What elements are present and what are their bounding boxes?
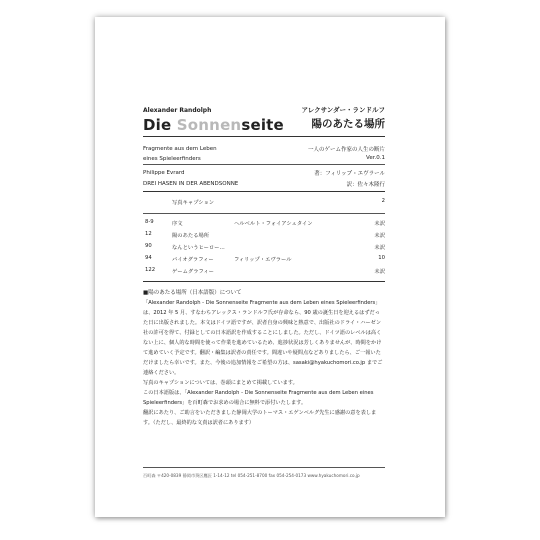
toc-title: ゲームグラフィー xyxy=(172,269,214,275)
title-divider xyxy=(143,136,385,137)
body-paragraph-2: 写真のキャプションについては、巻頭にまとめて掲載しています。 xyxy=(143,380,298,386)
footer-divider xyxy=(143,467,385,468)
body-paragraph-4: 翻訳にあたり、ご助言をいただきました静岡大学のトーマス・エゲンベルグ先生に感謝の意を表します。（ただし、最終的な文責は訳者にあります） xyxy=(143,410,377,426)
body-paragraph-3: この日本語版は、「Alexander Randolph - Die Sonnenseite Fragmente aus dem Leben eines Spieleerfinders」を百町森でお求めの場合に無料で添付いたします。 xyxy=(143,390,374,406)
toc-end-divider xyxy=(143,281,385,282)
toc-row xyxy=(143,198,385,209)
body-paragraph-1: 「Alexander Randolph - Die Sonnenseite Fragmente aus dem Leben eines Spieleerfinders」は、2012 年 5 月、すなわちアレックス・ランドルフ氏が存命なら、90 歳の誕生日を迎えるはずだった日に出版されました。本文はドイツ語ですが、訳者自身の興味と熱意で、出版社のドライ・ハーゼン社の許可を得て、付録としての日本語訳を作成することにしました。ただし、ドイツ語のレベルは高くない上に、個人的な時間を使って作業を進めているため、進捗状況は芳しくありませんが、時間をかけて進めていく予定です。翻訳・編集は訳者の責任です。間違いや疑問点などありましたら、ご一報いただけましたら幸いです。また、今後の追加情報をご希望の方は、sasaki@hyakuchomori.co.jp までご連絡ください。 xyxy=(143,300,383,376)
translator-credit: 訳：佐々木隆行 xyxy=(346,182,385,188)
book-title-en-part2: Sonnen xyxy=(176,116,242,134)
toc-status: 未訳 xyxy=(374,233,385,239)
toc-status: 10 xyxy=(378,255,385,261)
subtitle-en-line2: eines Spieleerfinders xyxy=(143,156,201,162)
footer-address: 百町森 〒420-0839 静岡市葵区鷹匠 1-14-12 tel 054-251-8700 fax 054-254-0173 www.hyakuchomori.co.jp xyxy=(143,473,360,478)
toc-title: バイオグラフィー xyxy=(172,257,214,263)
subtitle-en-line1: Fragmente aus dem Leben xyxy=(143,146,217,152)
toc-author: ヘルベルト・フォイアシュタイン xyxy=(234,221,313,227)
toc-title: 写真キャプション xyxy=(172,200,215,206)
coauthor-name-en: Philippe Evrard xyxy=(143,170,185,176)
coauthor-credit-ja: 著：フィリップ・エヴラール xyxy=(314,171,385,177)
toc-title: なんというヒーロー… xyxy=(172,245,225,251)
toc-divider xyxy=(143,213,385,214)
publisher-book-en: DREI HASEN IN DER ABENDSONNE xyxy=(143,181,239,187)
toc-page: 94 xyxy=(145,255,152,261)
toc-title: 序文 xyxy=(172,221,183,227)
toc-row xyxy=(143,267,385,278)
toc-page: 12 xyxy=(145,231,152,237)
author-name-en: Alexander Randolph xyxy=(143,107,212,114)
subtitle-ja-line1: 一人のゲーム作家の人生の断片 xyxy=(307,147,385,153)
toc-title: 陽のあたる場所 xyxy=(172,233,210,239)
author-name-ja: アレクサンダー・ランドルフ xyxy=(301,106,385,114)
toc-status: 未訳 xyxy=(374,221,385,227)
toc-page: 8-9 xyxy=(145,219,154,225)
book-title-en-part1: Die xyxy=(143,116,177,134)
credits-divider xyxy=(143,191,385,192)
document-page xyxy=(95,17,445,517)
body-text xyxy=(143,298,385,428)
toc-row xyxy=(143,231,385,242)
version-label: Ver.0.1 xyxy=(366,155,385,161)
book-title-en xyxy=(143,116,284,134)
book-title-ja: 陽のあたる場所 xyxy=(311,118,385,130)
toc-row xyxy=(143,219,385,230)
subtitle-divider xyxy=(143,164,385,165)
book-title-en-part3: seite xyxy=(241,116,284,134)
toc-page: 122 xyxy=(145,267,156,273)
toc-status: 未訳 xyxy=(374,269,385,275)
toc-page: 90 xyxy=(145,243,152,249)
section-heading: ■陽のあたる場所（日本語版）について xyxy=(143,290,242,296)
toc-status: 2 xyxy=(381,198,385,204)
toc-status: 未訳 xyxy=(374,245,385,251)
toc-row xyxy=(143,255,385,266)
toc-author: フィリップ・エヴラール xyxy=(234,257,292,263)
toc-row xyxy=(143,243,385,254)
